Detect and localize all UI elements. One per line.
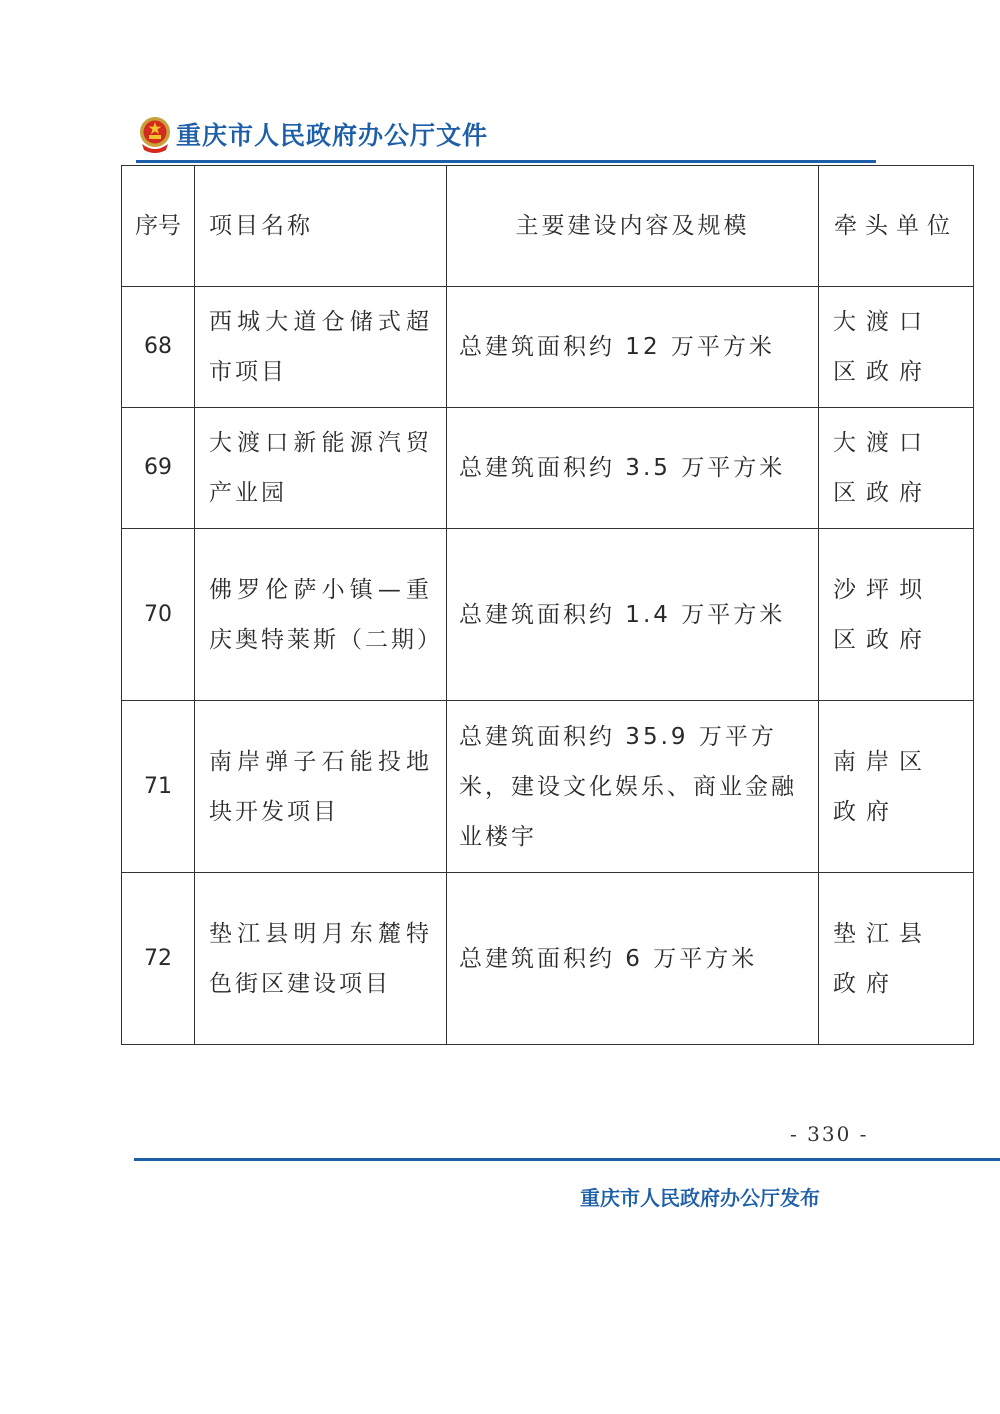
column-header-name: 项目名称 <box>195 166 447 287</box>
row-name: 垫江县明月东麓特色街区建设项目 <box>195 873 447 1045</box>
row-no: 69 <box>122 408 195 529</box>
row-content: 总建筑面积约 12 万平方米 <box>447 287 819 408</box>
table-row <box>122 701 974 873</box>
row-no: 72 <box>122 873 195 1045</box>
row-name: 西城大道仓储式超市项目 <box>195 287 447 408</box>
row-no: 71 <box>122 701 195 873</box>
table-row <box>122 529 974 701</box>
row-name: 大渡口新能源汽贸产业园 <box>195 408 447 529</box>
row-no: 68 <box>122 287 195 408</box>
row-unit: 沙坪坝区政府 <box>819 529 974 701</box>
document-header-title: 重庆市人民政府办公厅文件 <box>176 121 489 150</box>
project-table <box>121 165 974 1045</box>
column-header-content: 主要建设内容及规模 <box>447 166 819 287</box>
row-name: 佛罗伦萨小镇—重庆奥特莱斯（二期） <box>195 529 447 701</box>
table-header-row <box>122 166 974 287</box>
footer-publisher: 重庆市人民政府办公厅发布 <box>580 1186 820 1210</box>
row-unit: 南岸区政府 <box>819 701 974 873</box>
document-header <box>138 112 488 156</box>
row-unit: 垫江县政府 <box>819 873 974 1045</box>
row-content: 总建筑面积约 35.9 万平方米，建设文化娱乐、商业金融业楼宇 <box>447 701 819 873</box>
row-content: 总建筑面积约 6 万平方米 <box>447 873 819 1045</box>
row-content: 总建筑面积约 3.5 万平方米 <box>447 408 819 529</box>
page-number: - 330 - <box>790 1122 869 1146</box>
table-row <box>122 408 974 529</box>
national-emblem-icon <box>138 114 172 154</box>
row-content: 总建筑面积约 1.4 万平方米 <box>447 529 819 701</box>
column-header-no: 序号 <box>122 166 195 287</box>
footer-rule <box>134 1158 1000 1161</box>
table-row <box>122 287 974 408</box>
header-rule <box>136 160 876 163</box>
row-name: 南岸弹子石能投地块开发项目 <box>195 701 447 873</box>
row-unit: 大渡口区政府 <box>819 408 974 529</box>
table-row <box>122 873 974 1045</box>
column-header-unit: 牵头单位 <box>819 166 974 287</box>
row-unit: 大渡口区政府 <box>819 287 974 408</box>
row-no: 70 <box>122 529 195 701</box>
